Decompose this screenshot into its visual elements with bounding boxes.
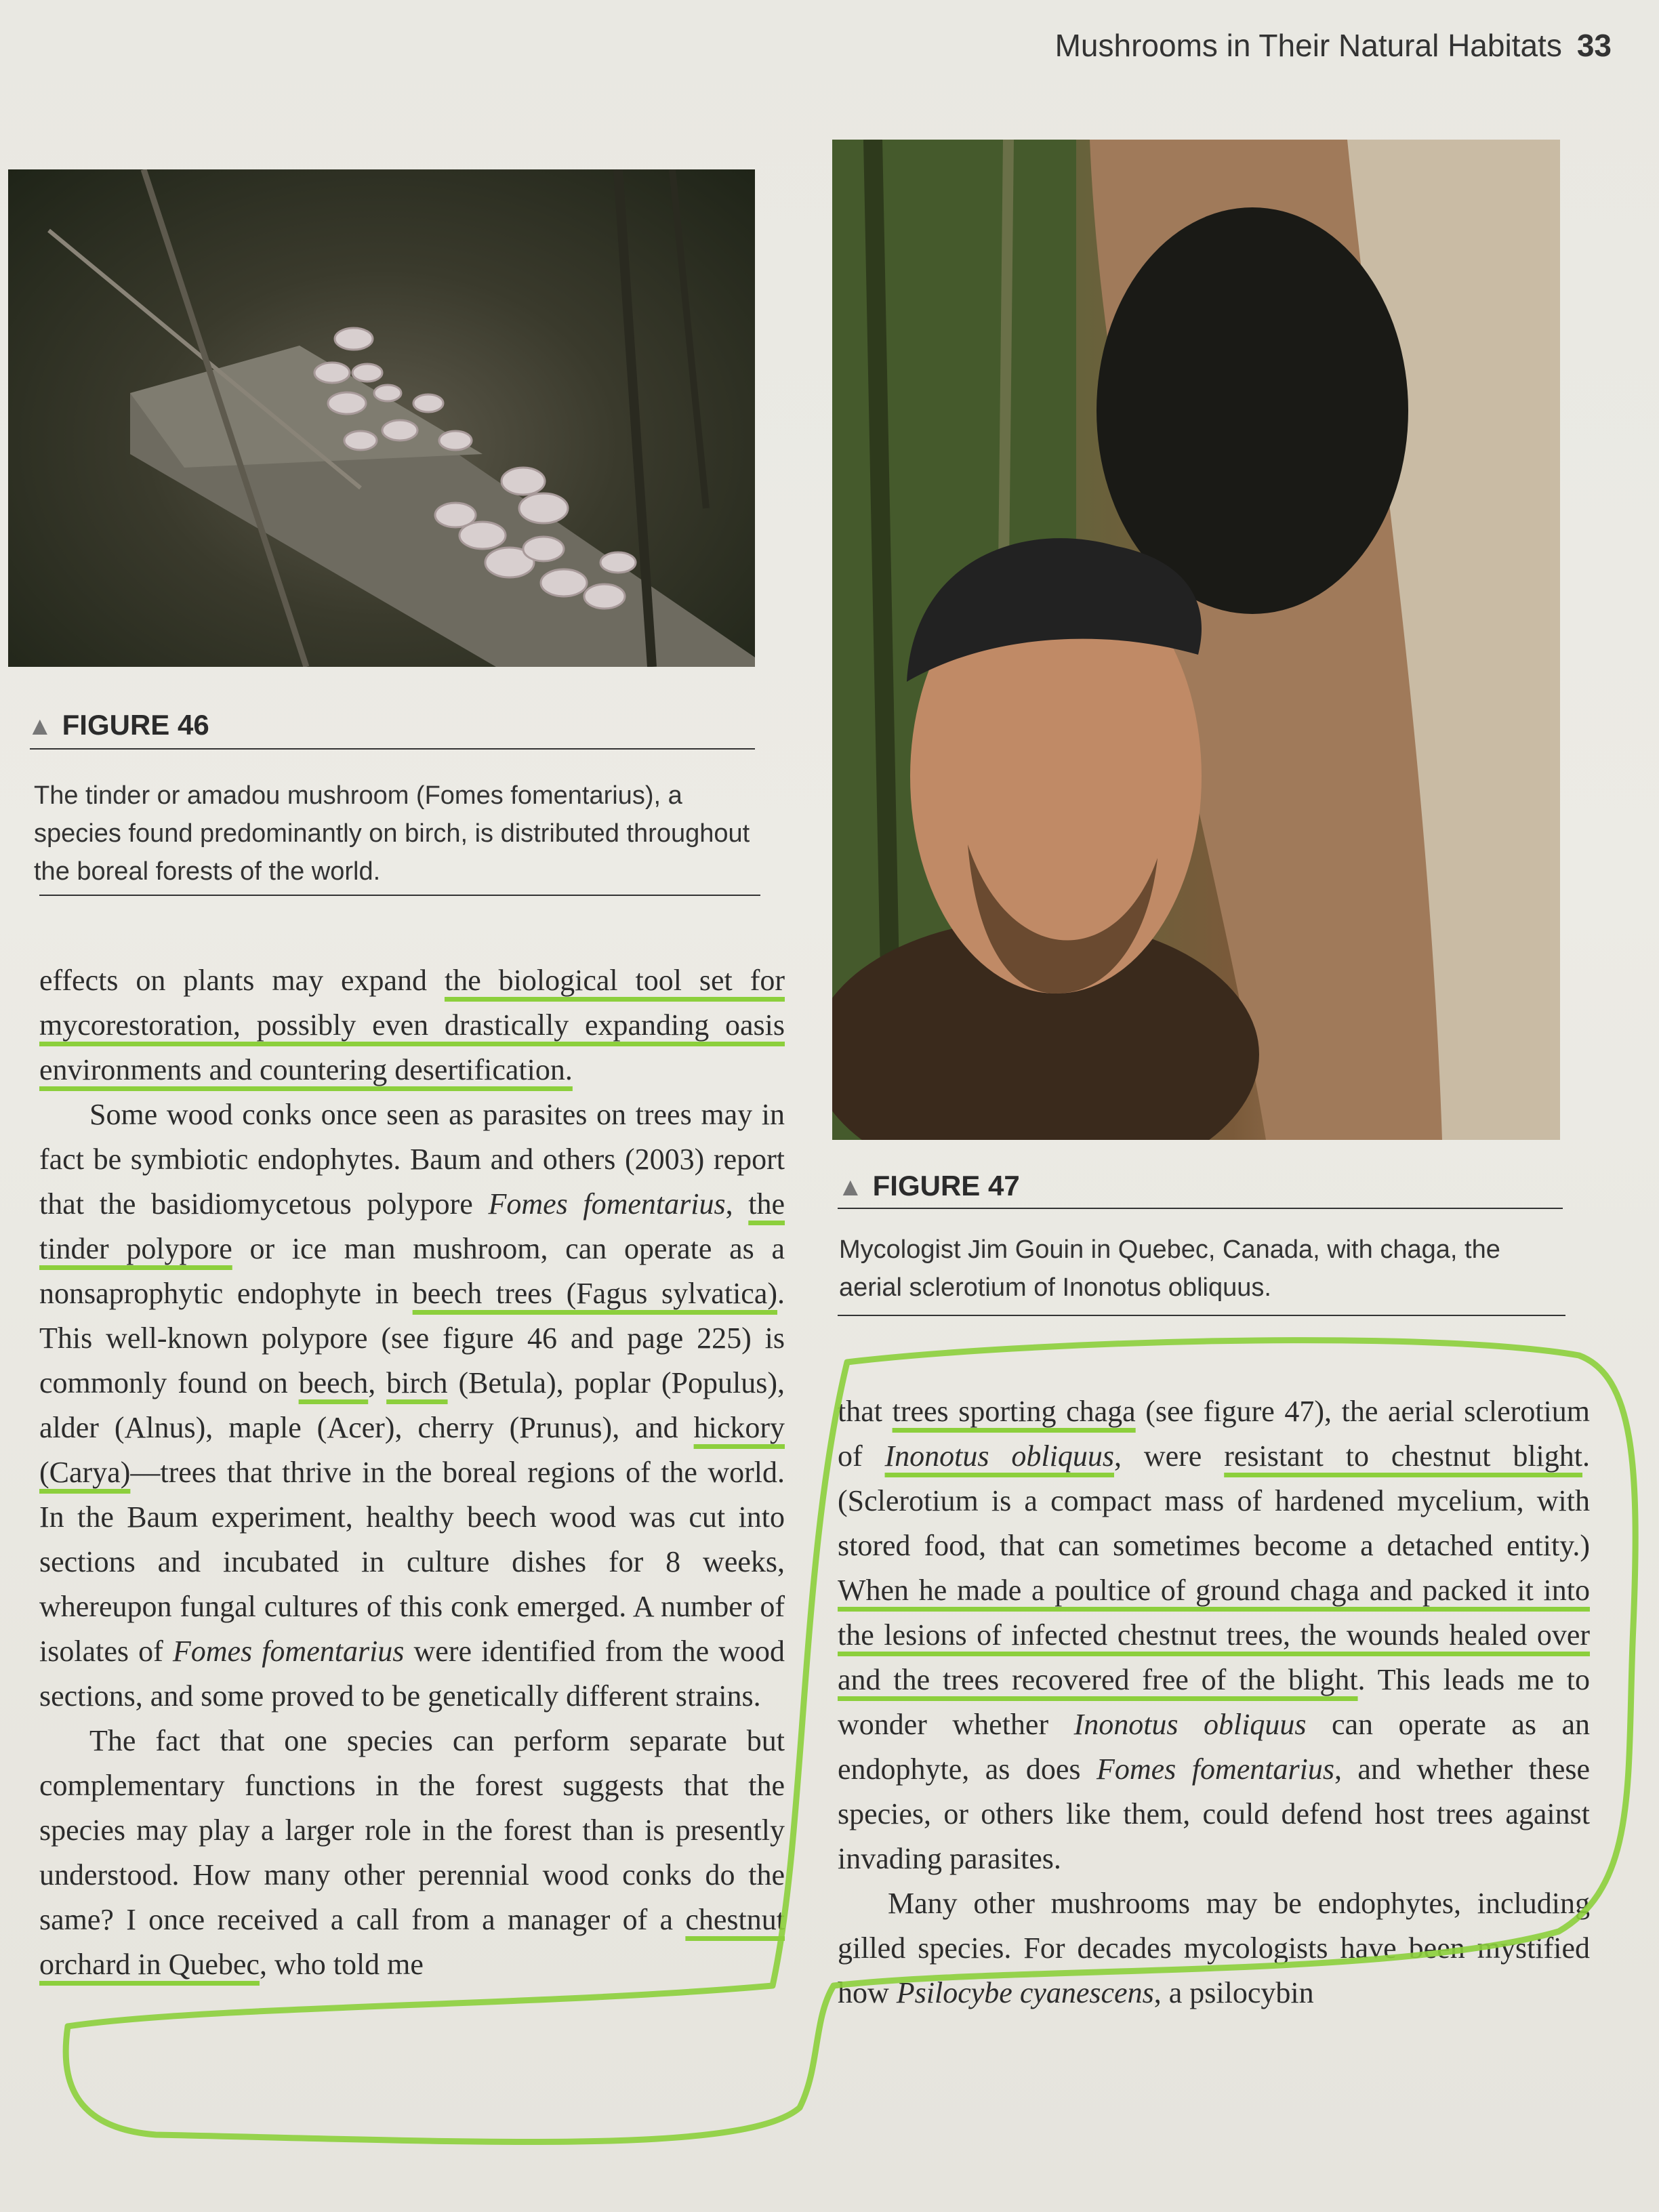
text-run: ,: [368, 1366, 387, 1399]
highlighted-text: trees sporting chaga: [892, 1395, 1136, 1428]
text-run: . This leads me to wonder whether: [838, 1663, 1590, 1741]
text-run: , who told me: [259, 1948, 424, 1981]
triangle-icon: ▲: [27, 712, 53, 741]
text-run: (see figure 47), the aerial sclerotium of: [838, 1395, 1590, 1473]
highlighted-text: resistant to chestnut blight: [1224, 1439, 1582, 1473]
text-run: Some wood conks once seen as parasites on trees may in fact be symbiotic endophytes. Baum and others (2003) report that the basidiomycetous polypore: [39, 1098, 785, 1221]
text-run: Many other mushrooms may be endophytes, including gilled species. For decades mycologists have been mystified how: [838, 1887, 1590, 2009]
text-run: Fomes fomentarius: [172, 1635, 405, 1668]
highlighted-text: hickory (Carya): [39, 1411, 785, 1489]
text-run: , were: [1113, 1439, 1225, 1473]
highlighted-text: the tinder polypore: [39, 1187, 785, 1265]
text-run: Fomes fomentarius: [488, 1187, 726, 1221]
text-run: Psilocybe cyanescens: [896, 1976, 1154, 2009]
highlighted-text: chestnut orchard in Quebec: [39, 1903, 785, 1981]
text-run: , a psilocybin: [1153, 1976, 1314, 2009]
figure-47-caption: Mycologist Jim Gouin in Quebec, Canada, with chaga, the aerial sclerotium of Inonotus obliquus.: [839, 1235, 1500, 1302]
text-run: were identified from the wood sections, and some proved to be genetically different strains.: [39, 1635, 785, 1713]
text-run: Fomes fomentarius: [1096, 1753, 1334, 1786]
text-run: , and whether these species, or others like them, could defend host trees against invading parasites.: [838, 1753, 1590, 1875]
text-run: can operate as an endophyte, as does: [838, 1708, 1590, 1786]
text-run: The fact that one species can perform separate but complementary functions in the forest suggests that the species may play a larger role in the forest than is presently understood. How many other perennial wood conks do the same? I once received a call from a manager of a: [39, 1724, 785, 1936]
highlighted-text: beech trees (Fagus sylvatica): [412, 1277, 777, 1310]
chapter-title: Mushrooms in Their Natural Habitats: [1054, 28, 1562, 63]
text-run: . This well-known polypore (see figure 46 and page 225) is commonly found on: [39, 1277, 785, 1399]
figure-46-caption: The tinder or amadou mushroom (Fomes fomentarius), a species found predominantly on birch, is distributed throughout the boreal forests of the world.: [34, 781, 750, 886]
figure-47-label: ▲ FIGURE 47: [838, 1170, 1020, 1202]
text-run: —trees that thrive in the boreal regions of the world. In the Baum experiment, healthy beech wood was cut into sections and incubated in culture dishes for 8 weeks, whereupon fungal cultures of this conk emerged. A number of isolates of: [39, 1456, 785, 1668]
triangle-icon: ▲: [838, 1173, 863, 1202]
highlighted-text: Inonotus obliquus: [884, 1439, 1114, 1473]
text-run: (Betula), poplar (Populus), alder (Alnus), maple (Acer), cherry (Prunus), and: [39, 1366, 785, 1444]
page-number: 33: [1576, 28, 1612, 63]
highlighted-text: birch: [386, 1366, 448, 1399]
figure-46-label: ▲ FIGURE 46: [27, 709, 209, 741]
highlighted-text: the biological tool set for mycorestoration, possibly even drastically expanding oasis environments and countering desertification.: [39, 964, 785, 1086]
text-run: or ice man mushroom, can operate as a nonsaprophytic endophyte in: [39, 1232, 785, 1310]
highlighted-text: beech: [298, 1366, 369, 1399]
highlighted-text: When he made a poultice of ground chaga and packed it into the lesions of infected chestnut trees, the wounds healed over and the trees recovered free of the blight: [838, 1574, 1590, 1696]
text-run: Inonotus obliquus: [1073, 1708, 1307, 1741]
text-run: . (Sclerotium is a compact mass of hardened mycelium, with stored food, that can sometimes become a detached entity.): [838, 1439, 1590, 1562]
text-run: effects on plants may expand: [39, 964, 445, 997]
text-run: that: [838, 1395, 893, 1428]
text-run: ,: [725, 1187, 749, 1221]
